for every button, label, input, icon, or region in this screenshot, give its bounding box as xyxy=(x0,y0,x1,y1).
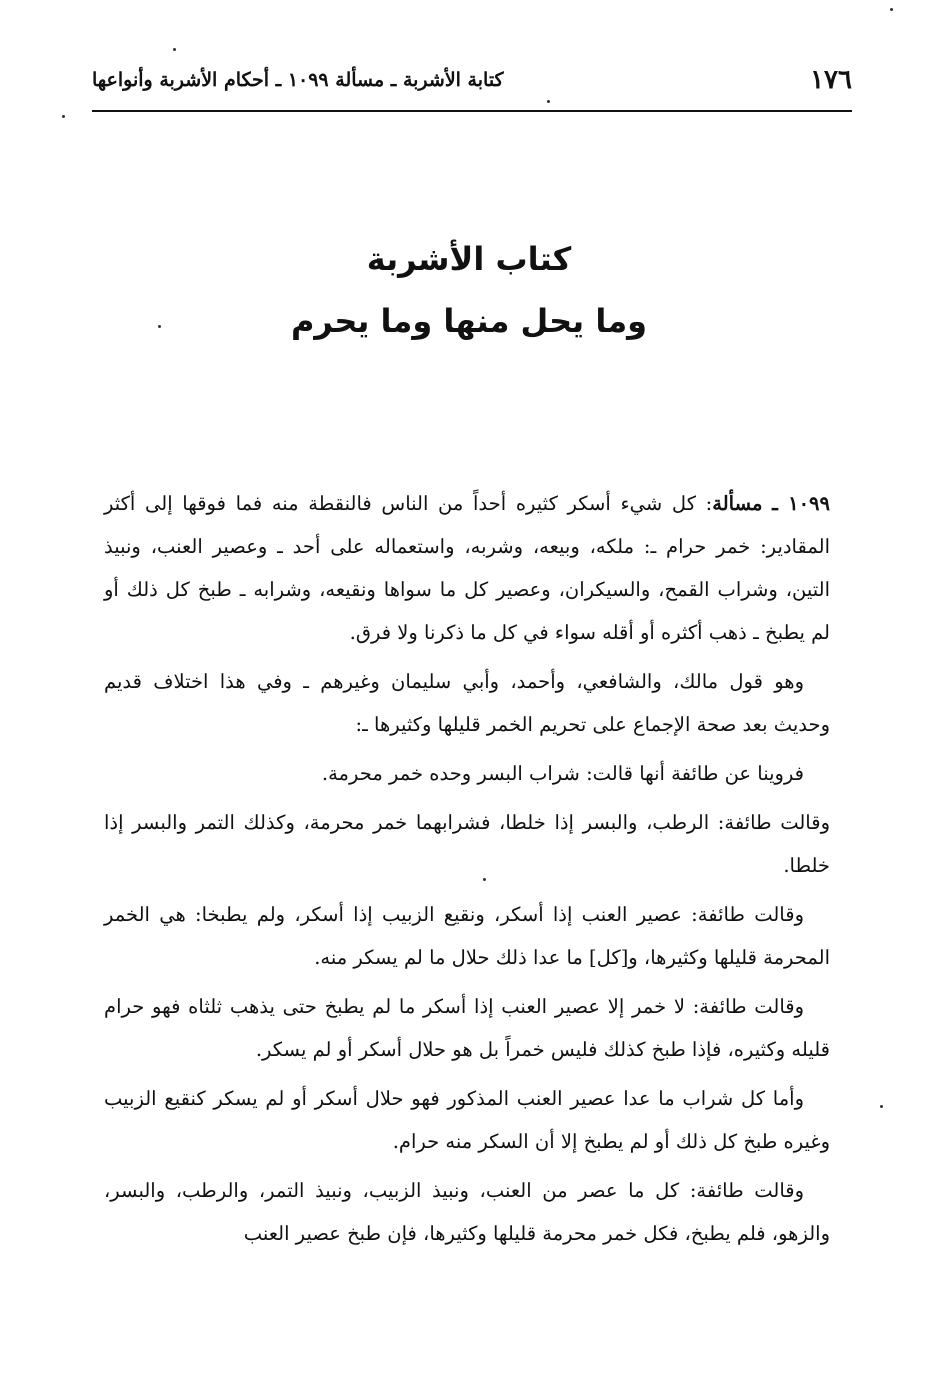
paragraph-4: وقالت طائفة: الرطب، والبسر إذا خلطا، فشرابهما خمر محرمة، وكذلك التمر والبسر إذا خلطا. xyxy=(104,811,830,877)
chapter-title xyxy=(0,228,938,352)
paragraph-5: وقالت طائفة: عصير العنب إذا أسكر، ونقيع الزبيب إذا أسكر، ولم يطبخا: هي الخمر المحرمة قليلها وكثيرها، و[كل] ما عدا ذلك حلال ما لم يسكر منه. xyxy=(104,903,830,969)
scan-speck xyxy=(173,48,176,51)
paragraph-3: فروينا عن طائفة أنها قالت: شراب البسر وحده خمر محرمة. xyxy=(321,762,804,785)
chapter-title-line-2: وما يحل منها وما يحرم xyxy=(290,302,648,340)
scan-speck xyxy=(880,1105,883,1108)
issue-number: ١٠٩٩ ـ xyxy=(772,492,830,515)
running-header xyxy=(92,60,852,100)
chapter-title-line-1: كتاب الأشربة xyxy=(366,240,572,278)
paragraph-7: وأما كل شراب ما عدا عصير العنب المذكور فهو حلال أسكر أو لم يسكر كنقيع الزبيب وغيره طبخ كل ذلك أو لم يطبخ إلا أن السكر منه حرام. xyxy=(104,1087,830,1153)
issue-text: : كل شيء أسكر كثيره أحداً من الناس فالنقطة منه فما فوقها إلى أكثر المقادير: خمر حرام ـ: ملكه، وبيعه، وشربه، واستعماله على أحد ـ وعصير العنب، ونبيذ التين، وشراب القمح، والسيكران، وعصير كل ما سواها ونقيعه، وشرابه ـ طبخ كل ذلك أو لم يطبخ ـ ذهب أكثره أو أقله سواء في كل ما ذكرنا ولا فرق. xyxy=(104,492,830,644)
scan-speck xyxy=(158,325,161,328)
body-text xyxy=(104,482,830,1261)
page-number: ١٧٦ xyxy=(810,65,852,95)
paragraph-issue-1099 xyxy=(104,482,830,654)
scan-speck xyxy=(62,115,65,118)
issue-label: مسألة xyxy=(712,492,763,515)
paragraph-6: وقالت طائفة: لا خمر إلا عصير العنب إذا أسكر ما لم يطبخ حتى يذهب ثلثاه فهو حرام قليله وكثيره، فإذا طبخ كذلك فليس خمراً بل هو حلال أسكر أو لم يسكر. xyxy=(104,995,830,1061)
paragraph-2: وهو قول مالك، والشافعي، وأحمد، وأبي سليمان وغيرهم ـ وفي هذا اختلاف قديم وحديث بعد صحة الإجماع على تحريم الخمر قليلها وكثيرها ـ: xyxy=(104,670,830,736)
running-title: كتابة الأشربة ـ مسألة ١٠٩٩ ـ أحكام الأشربة وأنواعها xyxy=(92,69,504,91)
paragraph-8: وقالت طائفة: كل ما عصر من العنب، ونبيذ الزبيب، ونبيذ التمر، والرطب، والبسر، والزهو، فلم يطبخ، فكل خمر محرمة قليلها وكثيرها، فإن طبخ عصير العنب xyxy=(104,1179,830,1245)
scan-speck xyxy=(547,100,550,103)
scan-speck xyxy=(483,878,486,881)
header-rule xyxy=(92,110,852,112)
scan-speck xyxy=(890,8,893,11)
